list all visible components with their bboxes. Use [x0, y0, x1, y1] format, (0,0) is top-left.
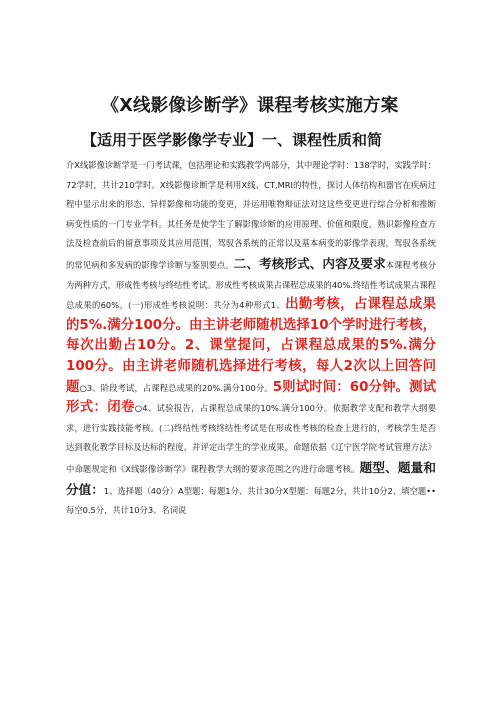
paragraph-stage-exam: ○3、阶段考试，占课程总成果的20%.满分100分。: [79, 382, 273, 393]
paragraph-question-types: 1、选择题（40分）A型题：每题1分、共计30分X型题：每题2分，共计10分2、填空题••每空0.5分，共计10分3、名词说: [66, 485, 437, 516]
document-subtitle: 【适用于医学影像学专业】一、课程性质和简: [82, 131, 383, 149]
highlight-test-time: 5则试时间：60分钟。测试形式：闭卷: [66, 379, 437, 416]
paragraph-exam-methods: 本课程考核分为两种方式，形成性考核与终结性考试。形成性考核成果占课程总成果的40%.终结性考试成果占课程总成果的60%。(一)形成性考核说明：共分为4种形式1、: [66, 259, 436, 311]
section-heading-question-types: 题型、题量和分值：: [66, 459, 437, 497]
section-heading-exam-form: 二、考核形式、内容及要求: [233, 255, 386, 271]
paragraph-intro: 介X线影像诊断学是一门考试课，包括理论和实践教学两部分，其中理论学时：138学时，实践学时：72学时，共计210学时。X线影像诊断学是利用X线、CT,MRI的特性，探讨人体结构和器官在疾病过程中显示出来的形态、异样影像和功能的变更，并运用唯物辩证法对这这些变更进行综合分析和推断病变性质的一门专业学科。其任务是使学生了解影像诊断的应用原理、价值和限度，熟识影像检查方法及检查前后的留意事项及其应用范围，驾驭各系统的正常以及基本病变的影像学表现，驾驭各系统的常见病和多发病的影像学诊断与鉴别要点。: [66, 160, 436, 270]
document-title: 《X线影像诊断学》课程考核实施方案: [101, 96, 399, 116]
paragraph-experiment-report: ○4、试验报告，占课程总成果的10%.满分100分。依据教学支配和教学大纲要求，进行实践技能考核。(二)终结性考核终结性考试是在形成性考核的检查上进行的，考核学生是否达到教化教学目标及达标的程度，并评定出学生的学业成果。命题依据《辽宁医学院考试管理方法》中命题规定和《X线影像诊断学》课程教学大纲的要求范围之内进行命题考核。: [66, 403, 437, 474]
document-body: [66, 156, 436, 521]
highlight-attendance-questions: 出勤考核，占课程总成果的5%.满分100分。由主讲老师随机选择10个学时进行考核，每次出勤占10分。2、课堂提问，占课程总成果的5%.满分100分。由主讲老师随机选择进行考核，每人2次以上回答问题: [66, 297, 436, 395]
